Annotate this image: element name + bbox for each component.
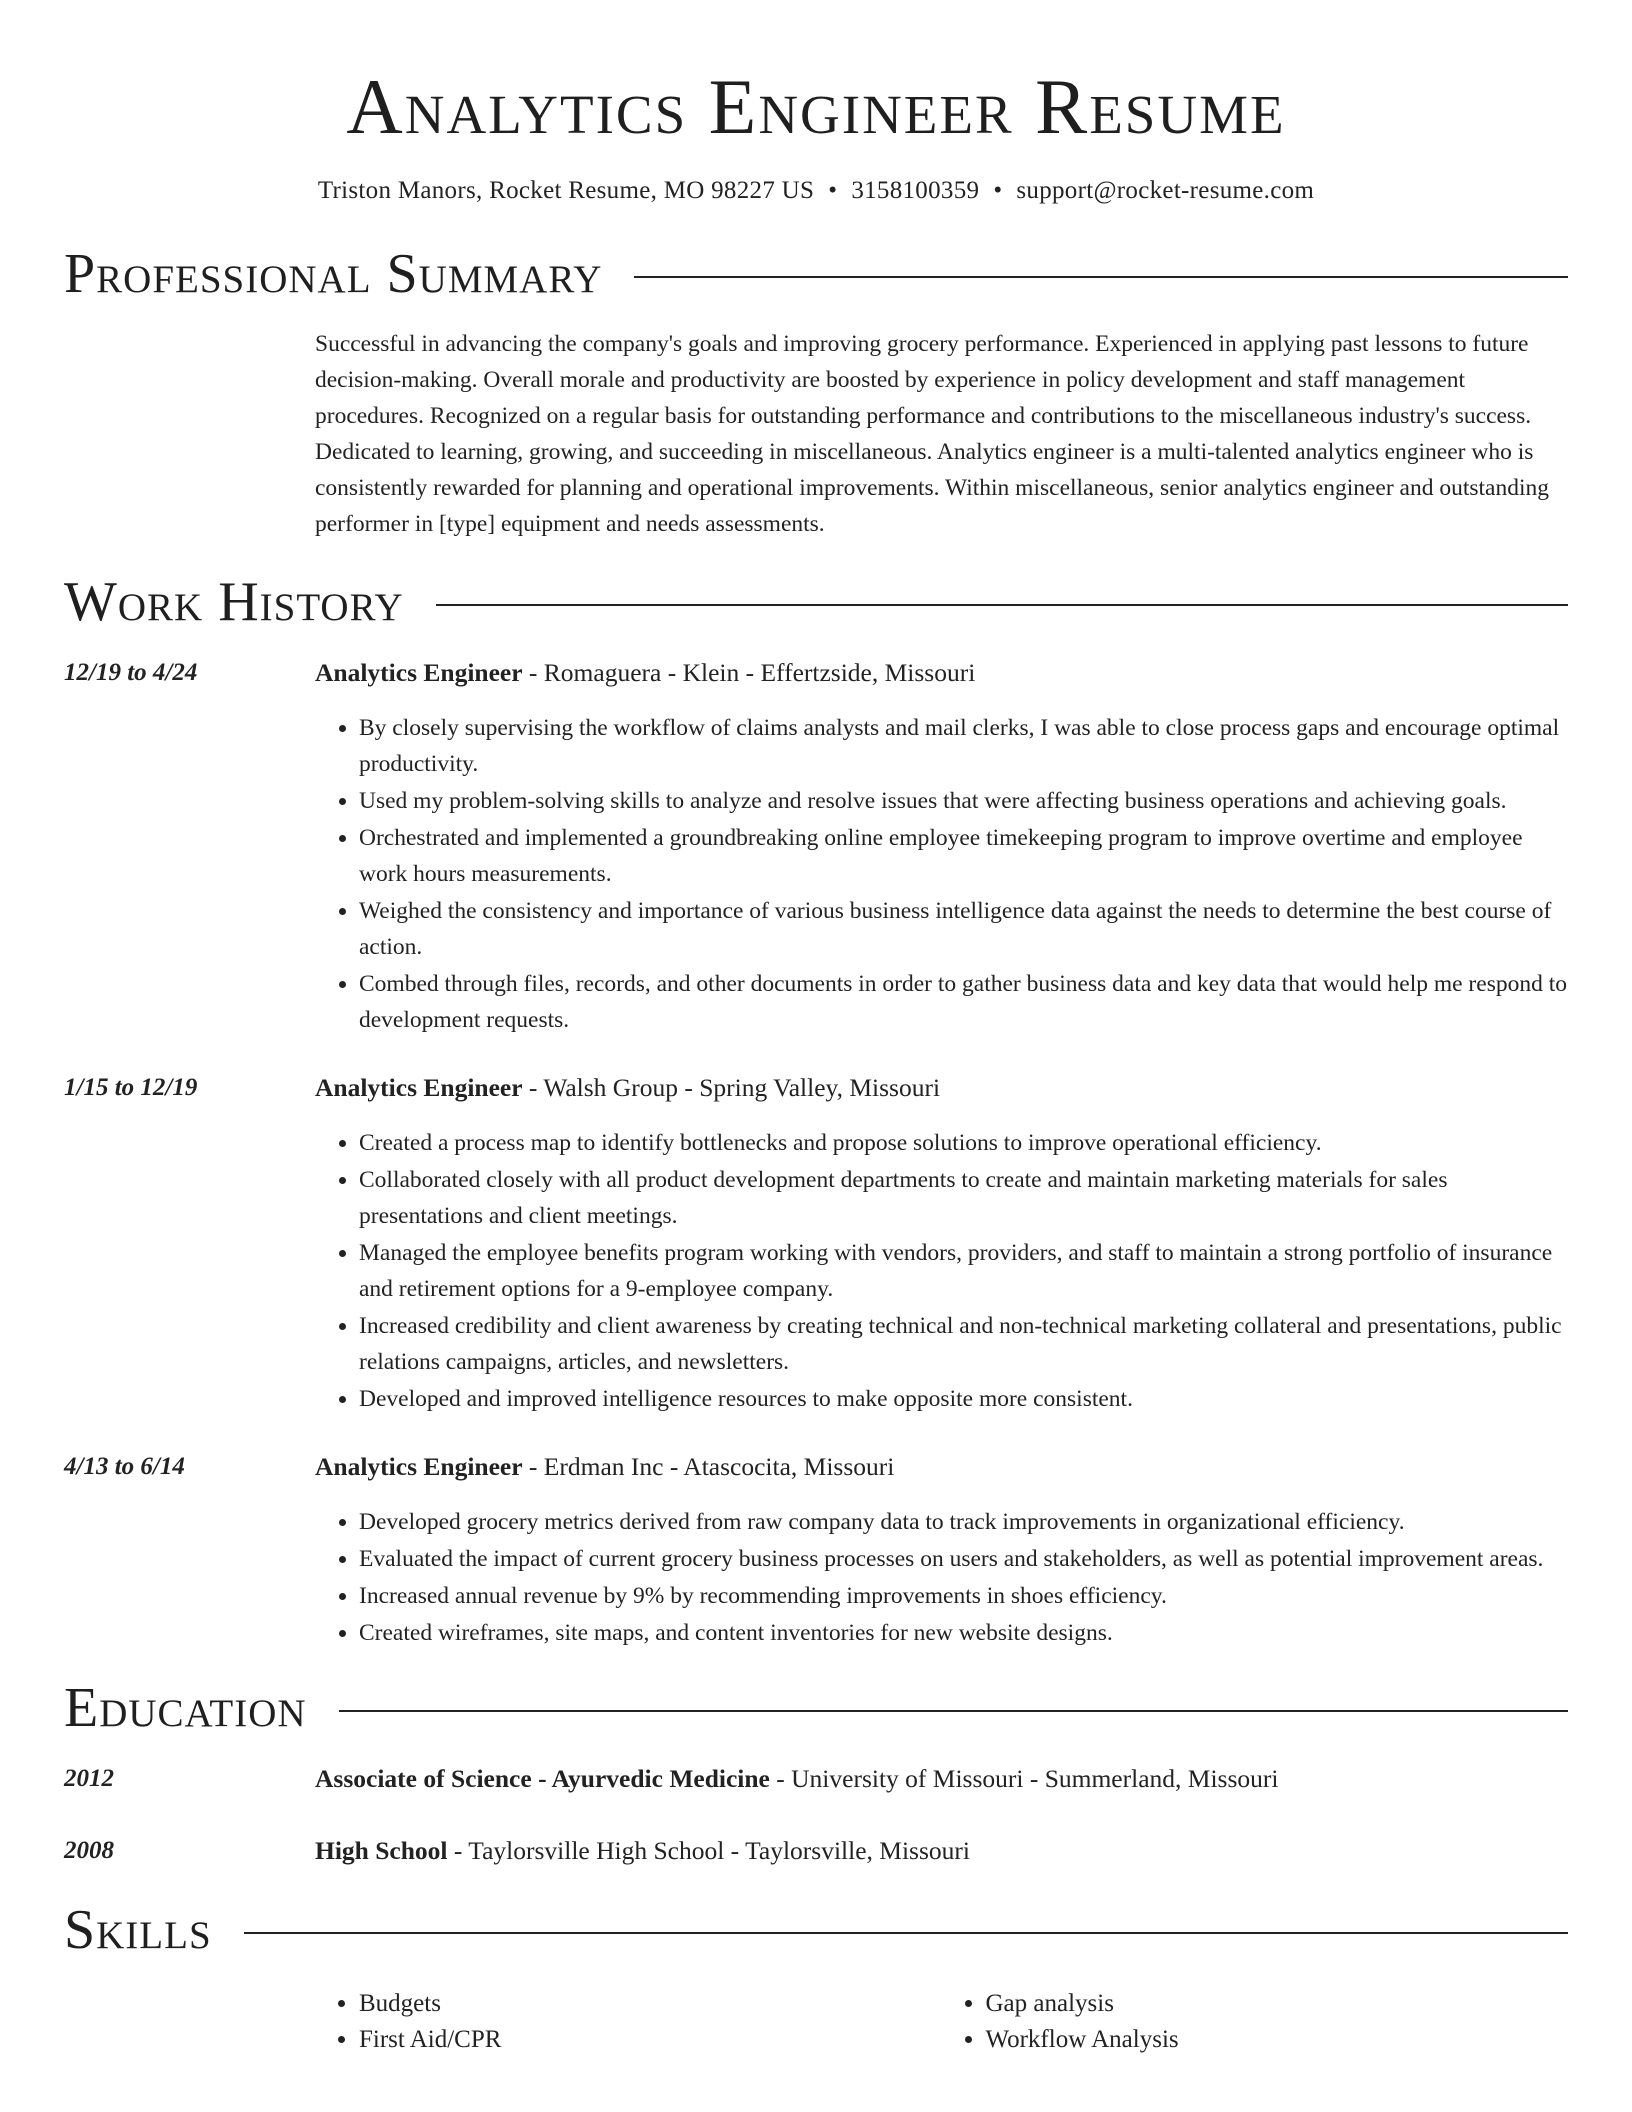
resume-title: Analytics Engineer Resume: [346, 63, 1286, 150]
education-year: 2012: [64, 1765, 114, 1792]
job-entry: [64, 1071, 1568, 1418]
education-heading-line: [315, 1762, 1568, 1796]
job-bullet: • Combed through files, records, and other documents in order to gather business data and key data that would help me respond to development requests.: [359, 966, 1568, 1038]
contact-separator: •: [993, 177, 1003, 204]
education-body: [315, 1834, 1568, 1868]
summary-text: Successful in advancing the company's goals and improving grocery performance. Experienced in applying past lessons to future decision-making. Overall morale and productivity are boosted by experience in policy development and staff management procedures. Recognized on a regular basis for outstanding performance and contributions to the miscellaneous industry's success. Dedicated to learning, growing, and succeeding in miscellaneous. Analytics engineer is a multi-talented analytics engineer who is consistently rewarded for planning and operational improvements. Within miscellaneous, senior analytics engineer and outstanding performer in [type] equipment and needs assessments.: [315, 331, 1550, 537]
job-bullet: • Created a process map to identify bottlenecks and propose solutions to improve operational efficiency.: [359, 1125, 1568, 1161]
job-details: - Romaguera - Klein - Effertzside, Missouri: [522, 658, 976, 687]
job-heading: [315, 656, 1568, 690]
job-title: Analytics Engineer: [315, 658, 523, 687]
summary-section-header: [64, 242, 1568, 306]
skills-column-left: [315, 1986, 942, 2058]
job-bullet: • Developed grocery metrics derived from raw company data to track improvements in organizational efficiency.: [359, 1504, 1568, 1540]
education-entry: [64, 1834, 1568, 1868]
skills-column-right: [942, 1986, 1569, 2058]
section-divider: [634, 276, 1568, 278]
contact-phone: 3158100359: [851, 177, 980, 204]
education-degree: Associate of Science - Ayurvedic Medicine: [315, 1764, 770, 1793]
skills-heading: Skills: [64, 1899, 212, 1961]
skill-item: • Workflow Analysis: [986, 2022, 1569, 2058]
job-entry: [64, 1450, 1568, 1652]
job-bullet: • Weighed the consistency and importance of various business intelligence data against the needs to determine the best course of action.: [359, 893, 1568, 965]
education-year: 2008: [64, 1837, 114, 1864]
job-body: [315, 656, 1568, 1039]
job-bullet: • Developed and improved intelligence resources to make opposite more consistent.: [359, 1381, 1568, 1417]
skill-item: • Gap analysis: [986, 1986, 1569, 2022]
education-body: [315, 1762, 1568, 1796]
job-heading: [315, 1450, 1568, 1484]
section-divider: [436, 604, 1568, 606]
job-title: Analytics Engineer: [315, 1452, 523, 1481]
education-details: - Taylorsville High School - Taylorsville, Missouri: [447, 1836, 970, 1865]
education-section-header: [64, 1676, 1568, 1740]
job-bullets: [315, 710, 1568, 1038]
education-entry: [64, 1762, 1568, 1796]
job-bullet: • Created wireframes, site maps, and content inventories for new website designs.: [359, 1615, 1568, 1651]
job-heading: [315, 1071, 1568, 1105]
education-degree: High School: [315, 1836, 448, 1865]
skills-list: [315, 1986, 1568, 2058]
job-bullet: • Collaborated closely with all product development departments to create and maintain marketing materials for sales presentations and client meetings.: [359, 1162, 1568, 1234]
job-dates: 4/13 to 6/14: [64, 1453, 185, 1480]
skill-item: • First Aid/CPR: [359, 2022, 942, 2058]
job-body: [315, 1071, 1568, 1418]
education-heading: Education: [64, 1677, 307, 1739]
job-dates: 1/15 to 12/19: [64, 1074, 198, 1101]
job-bullet: • Managed the employee benefits program working with vendors, providers, and staff to maintain a strong portfolio of insurance and retirement options for a 9-employee company.: [359, 1235, 1568, 1307]
resume-page: [64, 0, 1568, 2058]
job-details: - Walsh Group - Spring Valley, Missouri: [522, 1073, 941, 1102]
summary-heading: Professional Summary: [64, 243, 603, 305]
job-body: [315, 1450, 1568, 1652]
job-dates: 12/19 to 4/24: [64, 659, 198, 686]
job-bullet: • Increased credibility and client awareness by creating technical and non-technical marketing collateral and presentations, public relations campaigns, articles, and newsletters.: [359, 1308, 1568, 1380]
section-divider: [244, 1932, 1568, 1934]
education-details: - University of Missouri - Summerland, Missouri: [769, 1764, 1279, 1793]
work-section-header: [64, 570, 1568, 634]
section-divider: [339, 1710, 1568, 1712]
contact-separator: •: [828, 177, 838, 204]
work-heading: Work History: [64, 571, 404, 633]
skill-item: • Budgets: [359, 1986, 942, 2022]
job-bullet: • By closely supervising the workflow of claims analysts and mail clerks, I was able to close process gaps and encourage optimal productivity.: [359, 710, 1568, 782]
job-bullet: • Evaluated the impact of current grocery business processes on users and stakeholders, as well as potential improvement areas.: [359, 1541, 1568, 1577]
job-entry: [64, 656, 1568, 1039]
job-bullet: • Increased annual revenue by 9% by recommending improvements in shoes efficiency.: [359, 1578, 1568, 1614]
education-heading-line: [315, 1834, 1568, 1868]
job-title: Analytics Engineer: [315, 1073, 523, 1102]
job-bullets: [315, 1125, 1568, 1417]
contact-address: Triston Manors, Rocket Resume, MO 98227 US: [317, 177, 815, 204]
job-details: - Erdman Inc - Atascocita, Missouri: [522, 1452, 895, 1481]
job-bullets: [315, 1504, 1568, 1651]
job-bullet: • Used my problem-solving skills to analyze and resolve issues that were affecting business operations and achieving goals.: [359, 783, 1568, 819]
contact-line: [64, 174, 1568, 208]
contact-email: support@rocket-resume.com: [1016, 177, 1315, 204]
job-bullet: • Orchestrated and implemented a groundbreaking online employee timekeeping program to improve overtime and employee work hours measurements.: [359, 820, 1568, 892]
skills-section-header: [64, 1898, 1568, 1962]
